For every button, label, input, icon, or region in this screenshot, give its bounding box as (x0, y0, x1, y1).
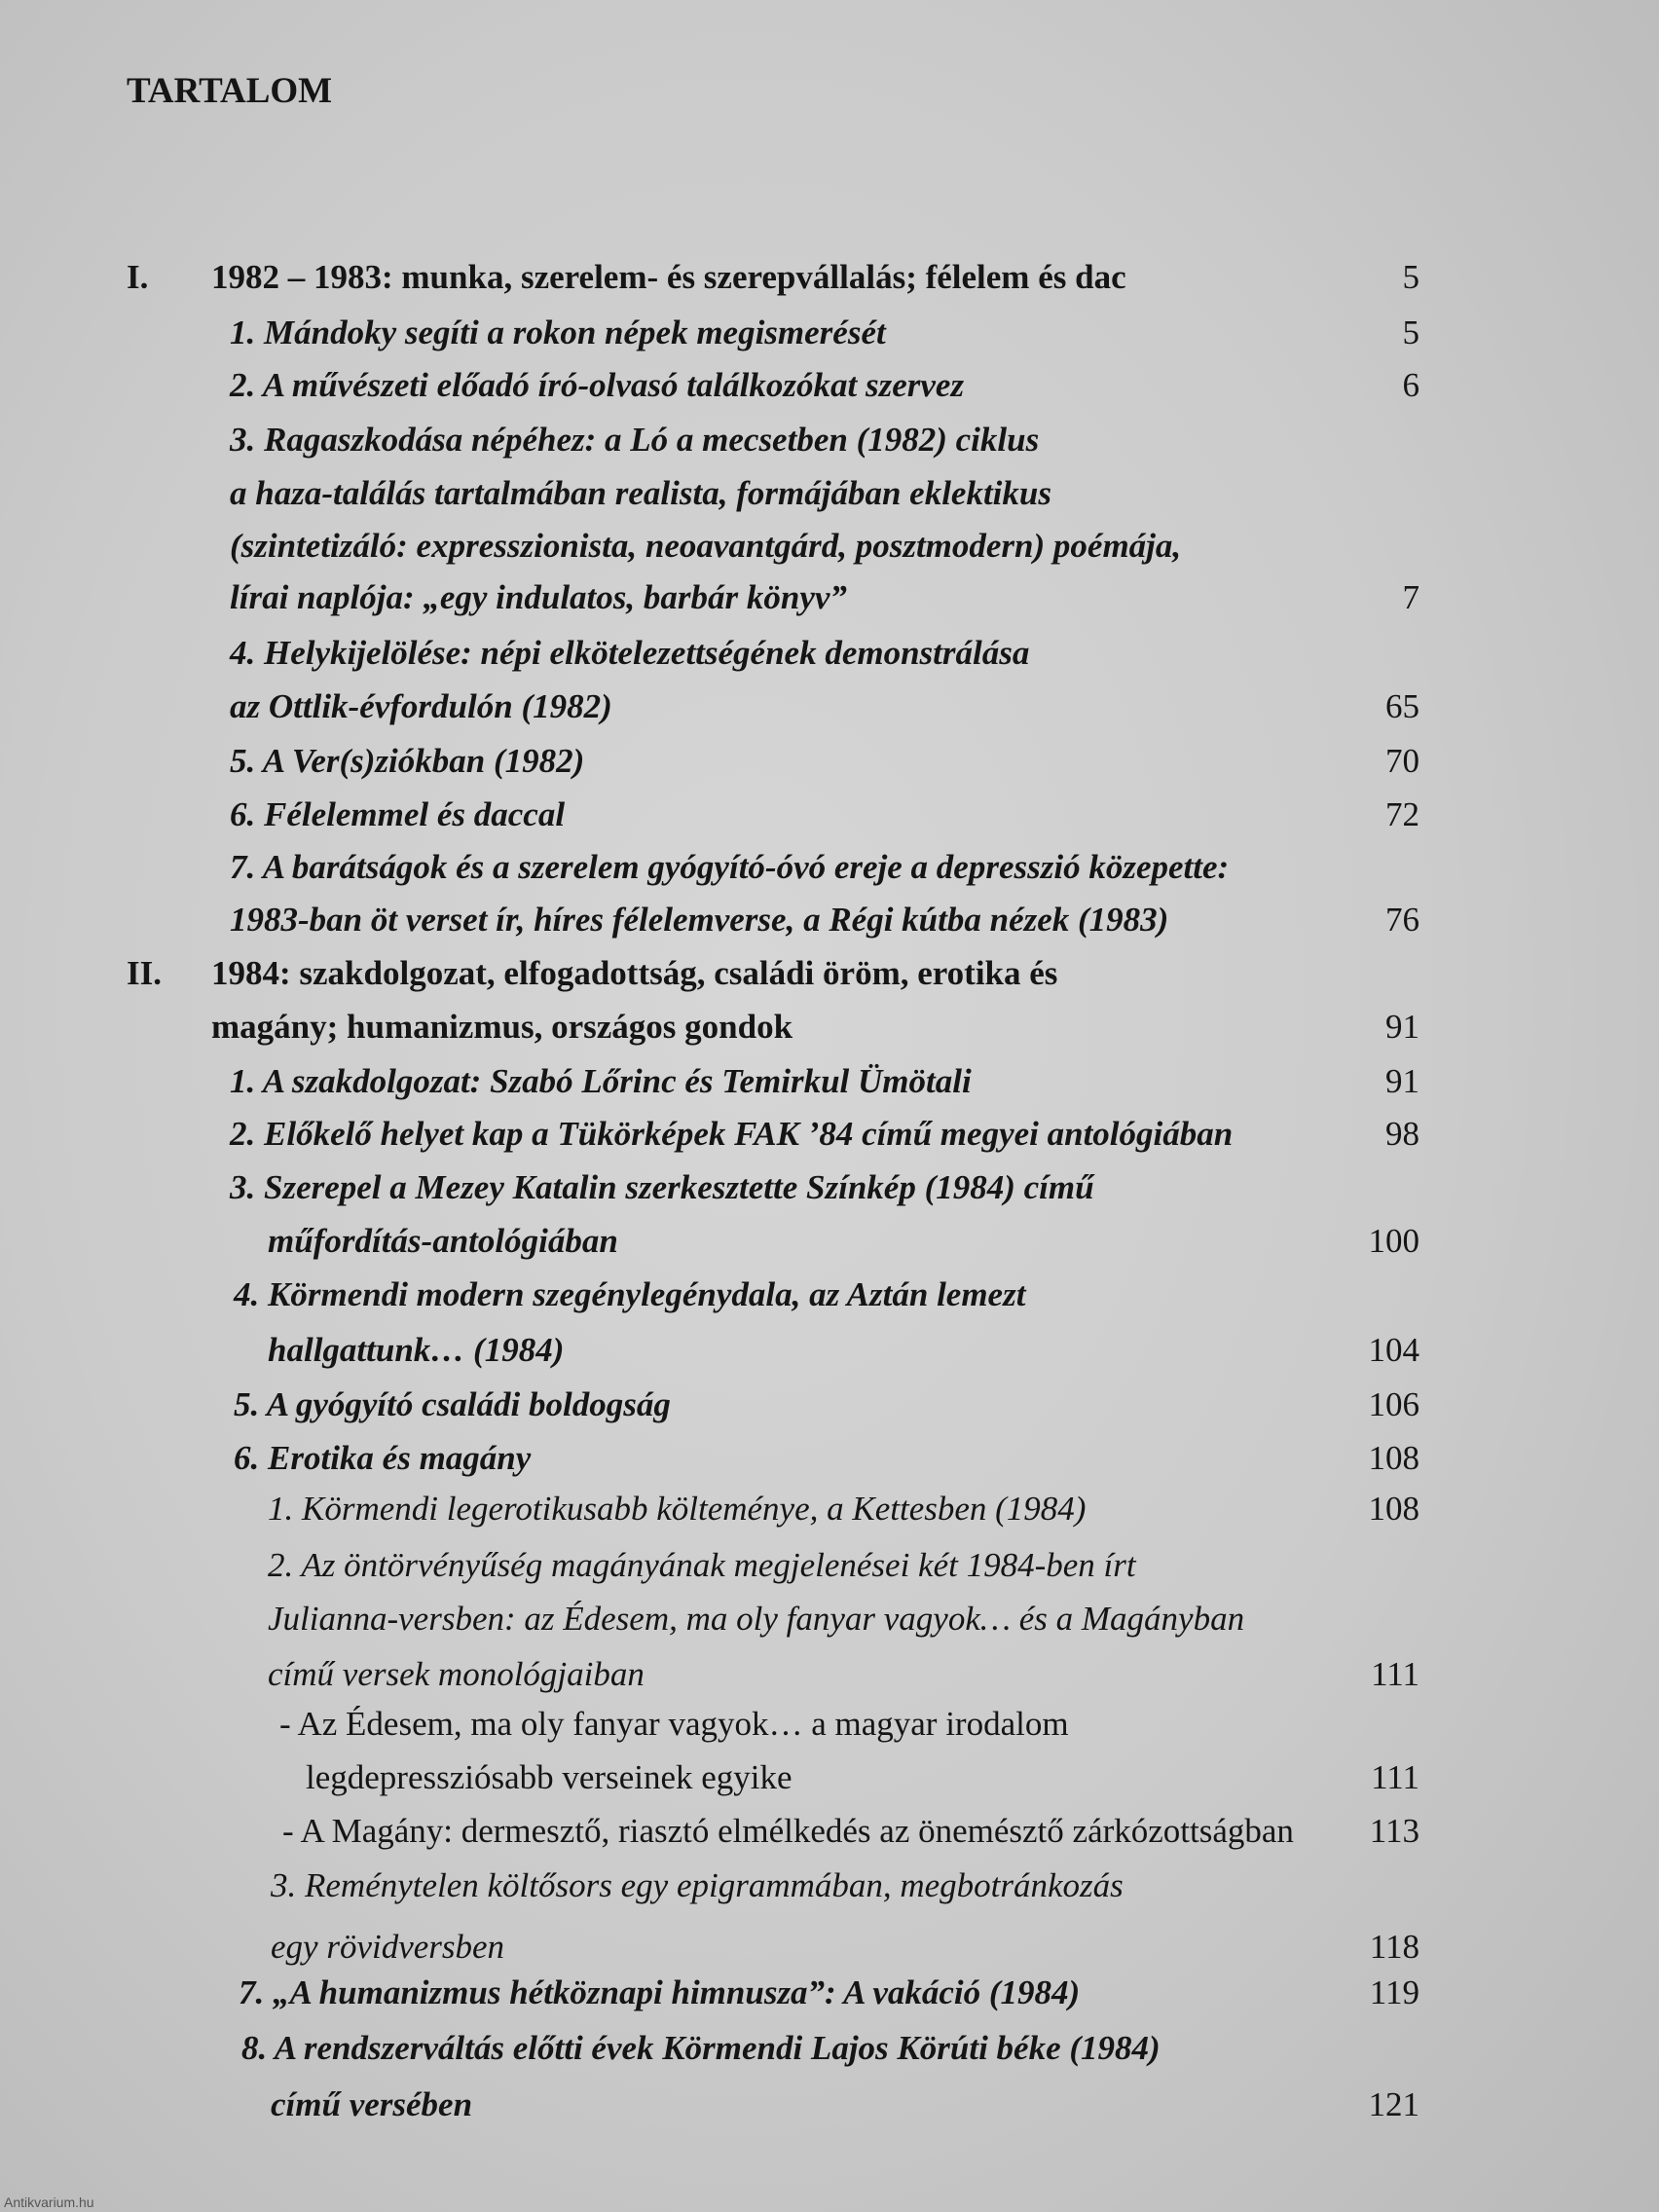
entry-title: 7. „A humanizmus hétköznapi himnusza”: A vakáció (1984) (239, 1973, 1081, 2011)
page-number: 91 (1385, 1062, 1419, 1100)
toc-entry-line (0, 1754, 1659, 1801)
entry-title: 6. Félelemmel és daccal (230, 795, 566, 833)
entry-title: (szintetizáló: expresszionista, neoavantgárd, posztmodern) poémája, (230, 527, 1182, 565)
toc-entry-line (0, 310, 1659, 356)
page-number: 106 (1368, 1385, 1419, 1423)
entry-title: 2. Előkelő helyet kap a Tükörképek FAK ’84 című megyei antológiában (230, 1115, 1234, 1153)
entry-title: lírai naplója: „egy indulatos, barbár könyv” (230, 578, 847, 616)
entry-title: 1984: szakdolgozat, elfogadottság, családi öröm, erotika és (211, 954, 1058, 992)
toc-entry-line (0, 792, 1659, 838)
entry-title: című versek monológjaiban (268, 1655, 645, 1693)
toc-entry-line (0, 738, 1659, 785)
entry-title: 2. Az öntörvényűség magányának megjelenései két 1984-ben írt (268, 1546, 1136, 1584)
entry-title: 8. A rendszerváltás előtti évek Körmendi Lajos Körúti béke (1984) (241, 2029, 1161, 2067)
entry-title: az Ottlik-évfordulón (1982) (230, 687, 612, 725)
page-number: 111 (1371, 1758, 1419, 1796)
toc-entry-line (0, 1111, 1659, 1158)
page-number: 72 (1385, 795, 1419, 833)
toc-entry-line (0, 2082, 1659, 2128)
entry-title: magány; humanizmus, országos gondok (211, 1008, 793, 1046)
page-number: 121 (1368, 2085, 1419, 2123)
toc-entry-line (0, 2025, 1659, 2072)
entry-title: 1. Mándoky segíti a rokon népek megismerését (230, 313, 886, 351)
entry-title: Julianna-versben: az Édesem, ma oly fanyar vagyok… és a Magányban (268, 1600, 1245, 1638)
toc-entry-line (0, 1701, 1659, 1748)
toc-entry-line (0, 683, 1659, 730)
entry-title: 2. A művészeti előadó író-olvasó találkozókat szervez (230, 366, 965, 404)
toc-entry-line (0, 1382, 1659, 1428)
entry-title: 3. Ragaszkodása népéhez: a Ló a mecsetben (1982) ciklus (230, 421, 1040, 459)
toc-entry-line (0, 844, 1659, 891)
entry-title: egy rövidversben (271, 1928, 505, 1966)
toc-entry-line (0, 630, 1659, 677)
entry-title: 6. Erotika és magány (234, 1439, 532, 1477)
toc-entry-line (0, 1924, 1659, 1971)
watermark: Antikvarium.hu (4, 2194, 94, 2210)
entry-title: - A Magány: dermesztő, riasztó elmélkedés az önemésztő zárkózottságban (282, 1812, 1294, 1850)
toc-entry-line (0, 1486, 1659, 1532)
entry-title: - Az Édesem, ma oly fanyar vagyok… a magyar irodalom (279, 1705, 1069, 1743)
page-number: 65 (1385, 687, 1419, 725)
toc-entry-line (0, 1058, 1659, 1105)
entry-title: 5. A gyógyító családi boldogság (234, 1385, 671, 1423)
toc-entry-line (0, 1218, 1659, 1265)
page-number: 108 (1368, 1439, 1419, 1477)
page-number: 5 (1402, 258, 1419, 296)
page-number: 6 (1402, 366, 1419, 404)
entry-title: című versében (271, 2085, 473, 2123)
section-numeral: I. (127, 258, 149, 296)
page-number: 113 (1369, 1812, 1419, 1850)
toc-entry-line (0, 470, 1659, 517)
section-numeral: II. (127, 954, 162, 992)
page-number: 100 (1368, 1222, 1419, 1260)
entry-title: 4. Helykijelölése: népi elkötelezettségének demonstrálása (230, 634, 1030, 672)
toc-section-line (0, 950, 1659, 997)
page-number: 91 (1385, 1008, 1419, 1046)
page-number: 118 (1369, 1928, 1419, 1966)
toc-entry-line (0, 1651, 1659, 1698)
entry-title: műfordítás-antológiában (268, 1222, 618, 1260)
toc-entry-line (0, 362, 1659, 409)
toc-entry-line (0, 1272, 1659, 1318)
entry-title: hallgattunk… (1984) (268, 1331, 565, 1369)
toc-entry-line (0, 1862, 1659, 1909)
toc-entry-line (0, 417, 1659, 463)
entry-title: a haza-találás tartalmában realista, formájában eklektikus (230, 474, 1051, 512)
page-number: 98 (1385, 1115, 1419, 1153)
toc-entry-line (0, 523, 1659, 570)
entry-title: 7. A barátságok és a szerelem gyógyító-óvó ereje a depresszió közepette: (230, 848, 1230, 886)
entry-title: 5. A Ver(s)ziókban (1982) (230, 742, 585, 780)
entry-title: 1. A szakdolgozat: Szabó Lőrinc és Temirkul Ümötali (230, 1062, 972, 1100)
page-number: 5 (1402, 313, 1419, 351)
toc-entry-line (0, 1970, 1659, 2016)
entry-title: 1. Körmendi legerotikusabb költeménye, a Kettesben (1984) (268, 1490, 1087, 1528)
toc-entry-line (0, 1542, 1659, 1589)
entry-title: 1983-ban öt verset ír, híres félelemverse, a Régi kútba nézek (1983) (230, 901, 1169, 939)
toc-entry-line (0, 1164, 1659, 1211)
page-number: 111 (1371, 1655, 1419, 1693)
page-number: 104 (1368, 1331, 1419, 1369)
toc-section-line (0, 254, 1659, 301)
page-number: 70 (1385, 742, 1419, 780)
entry-title: legdepressziósabb verseinek egyike (306, 1758, 793, 1796)
entry-title: 3. Szerepel a Mezey Katalin szerkesztette Színkép (1984) című (230, 1168, 1094, 1206)
page-number: 76 (1385, 901, 1419, 939)
entry-title: 1982 – 1983: munka, szerelem- és szerepvállalás; félelem és dac (211, 258, 1126, 296)
toc-entry-line (0, 1808, 1659, 1855)
page-number: 119 (1369, 1973, 1419, 2011)
page-number: 108 (1368, 1490, 1419, 1528)
entry-title: 3. Reménytelen költősors egy epigrammában, megbotránkozás (271, 1866, 1124, 1904)
toc-entry-line (0, 1327, 1659, 1374)
toc-entry-line (0, 1435, 1659, 1482)
entry-title: 4. Körmendi modern szegénylegénydala, az Aztán lemezt (234, 1275, 1026, 1313)
toc-entry-line (0, 897, 1659, 943)
toc-entry-line (0, 1004, 1659, 1051)
page-number: 7 (1402, 578, 1419, 616)
toc-entry-line (0, 1596, 1659, 1642)
page-title: TARTALOM (127, 71, 333, 111)
toc-entry-line (0, 574, 1659, 621)
